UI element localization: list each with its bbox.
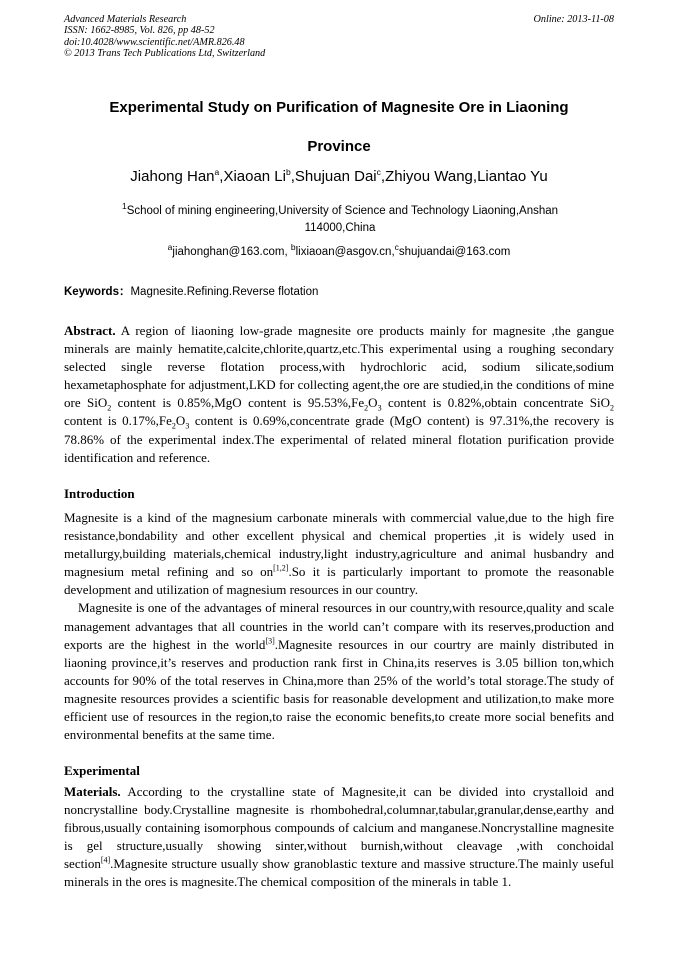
email-sup: c <box>394 242 399 253</box>
author-name: Shujuan Dai <box>294 168 377 185</box>
author-name: Zhiyou Wang <box>385 168 473 185</box>
online-date: Online: 2013-11-08 <box>533 14 614 25</box>
email-address[interactable]: shujuandai@163.com <box>398 246 511 258</box>
author-name: Jiahong Han <box>130 168 215 185</box>
subscript: 2 <box>610 403 614 413</box>
keywords <box>64 284 614 300</box>
journal-name: Advanced Materials Research <box>64 14 187 25</box>
citation[interactable]: [3] <box>265 636 275 646</box>
abstract-text: content is 0.69%,concentrate grade (MgO content) is 97.31%,the recovery is 78.86% of the experimental index.The experimental of related mineral flotation purification provide identification and reference. <box>64 413 614 465</box>
keywords-text: Magnesite.Refining.Reverse flotation <box>130 286 319 298</box>
materials-label: Materials. <box>64 784 121 799</box>
affiliation <box>80 203 600 237</box>
paragraph <box>64 509 614 599</box>
affiliation-line-2: 114000,China <box>304 222 376 234</box>
email-address[interactable]: jiahonghan@163.com <box>172 246 285 258</box>
subscript: 3 <box>377 403 382 413</box>
paper-title <box>64 88 614 166</box>
paragraph-text: .Magnesite resources in our courtry are mainly distributed in liaoning province,it’s reserves and production rank first in China,its reserves is 3.05 billion ton,which accounts for 90% of the total reserves in China,more than 25% of the world’s total storage.The study of magnesite resources provides a scientific basis for reasonable development and utilization,to make more efficient use of resources in the region,to raise the economic benefits,to create more social benefits and environmental benefits at the same time. <box>64 636 614 743</box>
email-list: $^a$jiahonghan@163.com, $^b$lixiaoan@asgov.cn,$^c$shujuandai@163.com <box>167 242 511 258</box>
section-heading-experimental: Experimental <box>64 763 140 778</box>
abstract-text: O <box>175 413 186 429</box>
keywords-label: Keywords： <box>64 286 131 298</box>
title-line-2: Province <box>307 138 371 155</box>
journal-header <box>64 14 444 60</box>
paragraph-text: .So it is particularly important to promote the reasonable development and utilization of magnesium resources in our country. <box>64 564 615 598</box>
paragraph-text: According to the crystalline state of Magnesite,it can be divided into crystalloid and noncrystalline body.Crystalline magnesite is rhombohedral,columnar,tabular,granular,dense,earthy and fibrous,usually containing isomorphous compounds of calcium and manganese.Noncrystalline magnesite is gel structure,usually showing sinter,without burnish,without cleavage ,with conchoidal section <box>64 784 614 872</box>
author-name: Liantao Yu <box>477 168 548 185</box>
journal-doi[interactable]: doi:10.4028/www.scientific.net/AMR.826.48 <box>64 36 245 48</box>
abstract-text: content is 0.82%,obtain concentrate SiO <box>381 395 610 411</box>
paragraph-text: Magnesite is one of the advantages of mineral resources in our country,with resource,quality and scale management advantages that all countries in the world can’t compare with its reserves,production and exports are the highest in the world <box>64 600 614 652</box>
author-sup: b <box>286 167 291 177</box>
abstract-text: content is 0.85%,MgO content is 95.53%,Fe <box>111 395 365 411</box>
materials-body <box>64 783 614 892</box>
subscript: 2 <box>171 422 176 432</box>
title-line-1: Experimental Study on Purification of Magnesite Ore in Liaoning <box>109 99 569 116</box>
abstract-label: Abstract. <box>64 323 116 338</box>
author-sup: a <box>214 167 220 177</box>
affiliation-sup: 1 <box>121 201 127 212</box>
citation[interactable]: [4] <box>100 856 111 866</box>
paragraph-text: Magnesite is a kind of the magnesium carbonate minerals with commercial value,due to the high fire resistance,bondability and other excellent physical and chemical properties ,it is widely used in metallurgy,building materials,chemical industry,light industry,agriculture and animal husbandry and magnesium metal refining and so on <box>64 510 614 580</box>
abstract-text: A region of liaoning low-grade magnesite ore products mainly for magnesite ,the gangue minerals are mainly hematite,calcite,chlorite,quartz,etc.This experimental using a roughing secondary selected single reverse flotation process,with hydrochloric acid, sodium silicate,sodium hexametaphosphate for adjustment,LKD for collecting agent,the ore are studied,in the conditions of mine ore SiO <box>64 323 614 411</box>
author-list: Jiahong Han$^a$,Xiaoan Li$^b$,Shujuan Dai$^c$,Zhiyou Wang,Liantao Yu <box>130 167 548 185</box>
journal-copyright: © 2013 Trans Tech Publications Ltd, Switzerland <box>64 48 266 60</box>
author-sup: c <box>376 167 381 177</box>
abstract-text: content is 0.17%,Fe <box>64 413 172 429</box>
abstract-text: O <box>368 395 378 411</box>
email-sup: a <box>167 242 173 253</box>
subscript: 2 <box>364 403 369 413</box>
section-heading-introduction: Introduction <box>64 486 135 501</box>
email-sup: b <box>290 242 296 253</box>
journal-issn: ISSN: 1662-8985, Vol. 826, pp 48-52 <box>64 25 215 37</box>
abstract <box>64 322 614 467</box>
subscript: 3 <box>185 422 190 432</box>
introduction-body <box>64 509 614 744</box>
affiliation-line-1: School of mining engineering,University of Science and Technology Liaoning,Anshan <box>126 205 559 217</box>
paragraph <box>64 599 614 744</box>
paragraph-text: .Magnesite structure usually show granoblastic texture and massive structure.The mainly useful minerals in the ores is magnesite.The chemical composition of the minerals in table 1. <box>64 856 614 890</box>
subscript: 2 <box>107 403 112 413</box>
citation[interactable]: [1,2] <box>273 563 289 573</box>
email-address[interactable]: lixiaoan@asgov.cn <box>295 246 392 258</box>
author-name: Xiaoan Li <box>223 168 286 185</box>
